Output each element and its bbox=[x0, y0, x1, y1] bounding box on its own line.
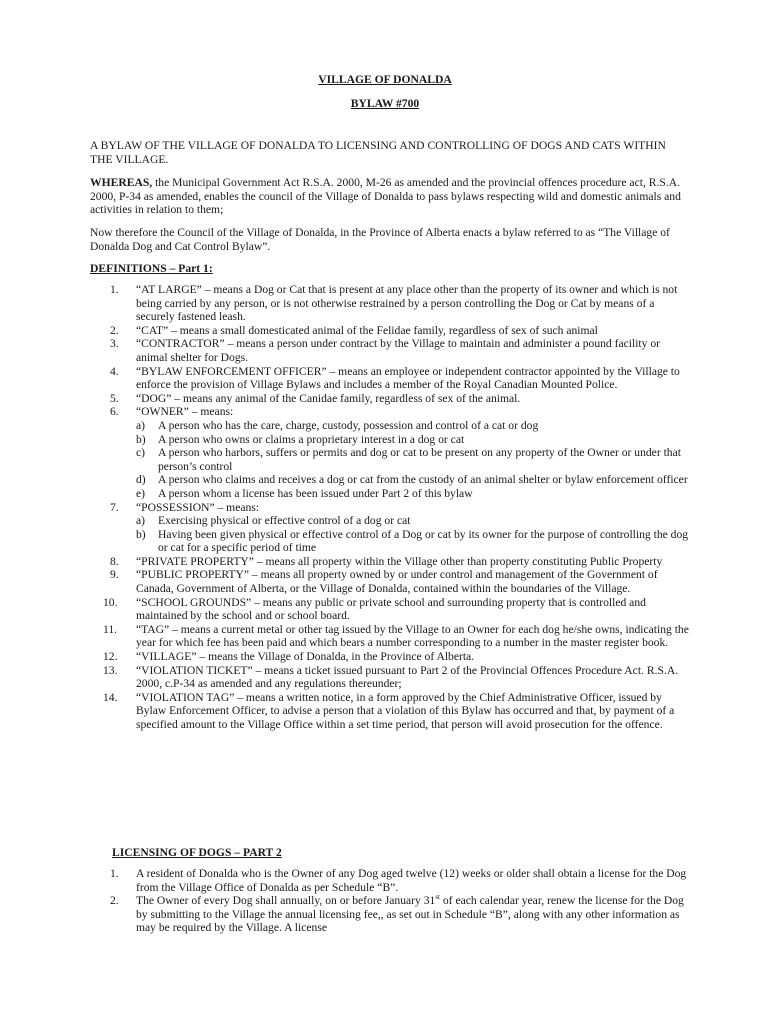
licensing-item: 2. The Owner of every Dog shall annually, on or before January 31st of each calendar year, renew the license for the Dog by submitting to the Village the annual licensing fee,, as set out in Schedule “B”, along with any other information as may be required by the Village. A license bbox=[110, 893, 684, 935]
definition-text: “AT LARGE” – means a Dog or Cat that is present at any place other than the property of its owner and which is not being carried by any person, or is not otherwise restrained by a person controlling the Dog or Cat by means of a securely fastened leash. bbox=[136, 283, 678, 324]
definition-item: 5. “DOG” – means any animal of the Canidae family, regardless of sex of the animal. bbox=[110, 391, 521, 405]
whereas-text: the Municipal Government Act R.S.A. 2000, M-26 as amended and the provincial offences procedure act, R.S.A. 2000, P-34 as amended, enables the council of the Village of Donalda to pass bylaws respecting wild and domestic animals and activities in relation to them; bbox=[90, 176, 681, 217]
definition-item: 4. “BYLAW ENFORCEMENT OFFICER” – means an employee or independent contractor appointed by the Village to enforce the provision of Village Bylaws and includes a member of the Royal Canadian Mounted Police. bbox=[110, 364, 680, 392]
definition-item: 10. “SCHOOL GROUNDS” – means any public or private school and surrounding property that is controlled and maintained by the school and or school board. bbox=[103, 595, 646, 623]
definition-text: “CAT” – means a small domesticated animal of the Felidae family, regardless of sex of such animal bbox=[136, 323, 598, 337]
licensing-text: The Owner of every Dog shall annually, on or before January 31st of each calendar year, renew the license for the Dog by submitting to the Village the annual licensing fee,, as set out in Schedule “B”, along with any other information as may be required by the Village. A license bbox=[136, 893, 684, 935]
definition-item: 11. “TAG” – means a current metal or other tag issued by the Village to an Owner for each dog he/she owns, indicating the year for which fee has been paid and which bears a number corresponding to a number in the master register book. bbox=[103, 622, 689, 650]
definition-text: “OWNER” – means: bbox=[136, 405, 234, 419]
sub-item: a) A person who has the care, charge, custody, possession and control of a cat or dog bbox=[136, 418, 539, 432]
sub-item: a) Exercising physical or effective control of a dog or cat bbox=[136, 514, 411, 528]
definition-text: “SCHOOL GROUNDS” – means any public or private school and surrounding property that is controlled and maintained by the school and or school board. bbox=[136, 595, 646, 623]
definition-text: “TAG” – means a current metal or other tag issued by the Village to an Owner for each dog he/she owns, indicating the year for which fee has been paid and which bears a number corresponding to a number in the master register book. bbox=[136, 622, 689, 650]
definition-text: “VILLAGE” – means the Village of Donalda, in the Province of Alberta. bbox=[136, 650, 475, 664]
possession-sublist bbox=[136, 514, 690, 555]
definition-text: “PRIVATE PROPERTY” – means all property within the Village other than property constituting Public Property bbox=[136, 554, 663, 568]
licensing-text: A resident of Donalda who is the Owner of any Dog aged twelve (12) weeks or older shall obtain a license for the Dog from the Village Office of Donalda as per Schedule “B”. bbox=[136, 867, 687, 894]
definition-item: 13. “VIOLATION TICKET” – means a ticket issued pursuant to Part 2 of the Provincial Offences Procedure Act. R.S.A. 2000, c.P-34 as amended and any regulations thereunder; bbox=[103, 663, 679, 691]
definition-item: 6. “OWNER” – means: a) A person who has the care, charge, custody, possession and control of a cat or dog b) A person who owns or claims a proprietary interest in a dog or cat c) A person who harbors, suffers or permits and dog or cat to be present on any property of the Owner or under that person’s control d) A person who claims and receives a dog or cat from the custody of an animal shelter or bylaw enforcement officer e) A person whom a license has been issued under Part 2 of this bylaw bbox=[90, 405, 690, 500]
definition-item: 14. “VIOLATION TAG” – means a written notice, in a form approved by the Chief Administrative Officer, issued by Bylaw Enforcement Officer, to advise a person that a violation of this Bylaw has occurred and that, by payment of a specified amount to the Village Office within a set time period, that person will avoid prosecution for the offence. bbox=[103, 690, 675, 731]
definition-item: 12. “VILLAGE” – means the Village of Donalda, in the Province of Alberta. bbox=[103, 650, 475, 664]
definition-item: 3. “CONTRACTOR” – means a person under contract by the Village to maintain and administer a pound facility or animal shelter for Dogs. bbox=[110, 337, 661, 364]
licensing-list bbox=[90, 867, 690, 935]
definitions-heading: DEFINITIONS – Part 1: bbox=[90, 262, 213, 275]
definition-text: “BYLAW ENFORCEMENT OFFICER” – means an employee or independent contractor appointed by the Village to enforce the provision of Village Bylaws and includes a member of the Royal Canadian Mounted Police. bbox=[136, 364, 680, 392]
whereas-paragraph bbox=[90, 176, 690, 217]
bylaw-number: BYLAW #700 bbox=[350, 97, 420, 110]
sub-item: d) A person who claims and receives a dog or cat from the custody of an animal shelter or bylaw enforcement officer bbox=[136, 473, 688, 487]
definition-item: 9. “PUBLIC PROPERTY” – means all property owned by or under control and management of the Government of Canada, Government of Alberta, or the Village of Donalda, contained within the boundaries of the Village. bbox=[110, 568, 658, 596]
sub-item: e) A person whom a license has been issued under Part 2 of this bylaw bbox=[136, 486, 473, 500]
enactment-paragraph: Now therefore the Council of the Village of Donalda, in the Province of Alberta enacts a bylaw referred to as “The Village of Donalda Dog and Cat Control Bylaw”. bbox=[90, 226, 670, 253]
definition-text: “VIOLATION TICKET” – means a ticket issued pursuant to Part 2 of the Provincial Offences Procedure Act. R.S.A. 2000, c.P-34 as amended and any regulations thereunder; bbox=[136, 663, 679, 691]
owner-sublist bbox=[136, 419, 690, 501]
definition-text: “VIOLATION TAG” – means a written notice, in a form approved by the Chief Administrative Officer, issued by Bylaw Enforcement Officer, to advise a person that a violation of this Bylaw has occurred and that, by payment of a specified amount to the Village Office within a set time period, that person will avoid prosecution for the offence. bbox=[136, 690, 675, 731]
sub-item: c) A person who harbors, suffers or permits and dog or cat to be present on any property of the Owner or under that person’s control bbox=[136, 446, 681, 473]
definition-text: “CONTRACTOR” – means a person under contract by the Village to maintain and administer a pound facility or animal shelter for Dogs. bbox=[136, 337, 661, 364]
definitions-list bbox=[90, 283, 690, 732]
licensing-item: 1. A resident of Donalda who is the Owner of any Dog aged twelve (12) weeks or older shall obtain a license for the Dog from the Village Office of Donalda as per Schedule “B”. bbox=[110, 867, 687, 894]
bylaw-purpose: A BYLAW OF THE VILLAGE OF DONALDA TO LICENSING AND CONTROLLING OF DOGS AND CATS WITHIN THE VILLAGE. bbox=[90, 139, 666, 166]
definition-text: “DOG” – means any animal of the Canidae family, regardless of sex of the animal. bbox=[136, 391, 521, 405]
whereas-label: WHEREAS, bbox=[90, 176, 153, 189]
licensing-heading: LICENSING OF DOGS – PART 2 bbox=[112, 846, 282, 859]
definition-text: “POSSESSION” – means: bbox=[136, 500, 260, 514]
sub-item: b) A person who owns or claims a proprietary interest in a dog or cat bbox=[136, 432, 465, 446]
definition-item: 2. “CAT” – means a small domesticated animal of the Felidae family, regardless of sex of such animal bbox=[110, 323, 598, 337]
sub-item: b) Having been given physical or effective control of a Dog or cat by its owner for the purpose of controlling the dog or cat for a specific period of time bbox=[136, 527, 689, 555]
definition-text: “PUBLIC PROPERTY” – means all property owned by or under control and management of the Government of Canada, Government of Alberta, or the Village of Donalda, contained within the boundaries of the Village. bbox=[136, 568, 658, 596]
definition-item: 1. “AT LARGE” – means a Dog or Cat that is present at any place other than the property of its owner and which is not being carried by any person, or is not otherwise restrained by a person controlling the Dog or Cat by means of a securely fastened leash. bbox=[110, 283, 678, 324]
definition-item: 7. “POSSESSION” – means: a) Exercising physical or effective control of a dog or cat b) Having been given physical or effective control of a Dog or cat by its owner for the purpose of controlling the dog or cat for a specific period of time bbox=[110, 500, 689, 555]
definition-item: 8. “PRIVATE PROPERTY” – means all property within the Village other than property constituting Public Property bbox=[110, 554, 663, 568]
document-title: VILLAGE OF DONALDA bbox=[318, 73, 452, 86]
